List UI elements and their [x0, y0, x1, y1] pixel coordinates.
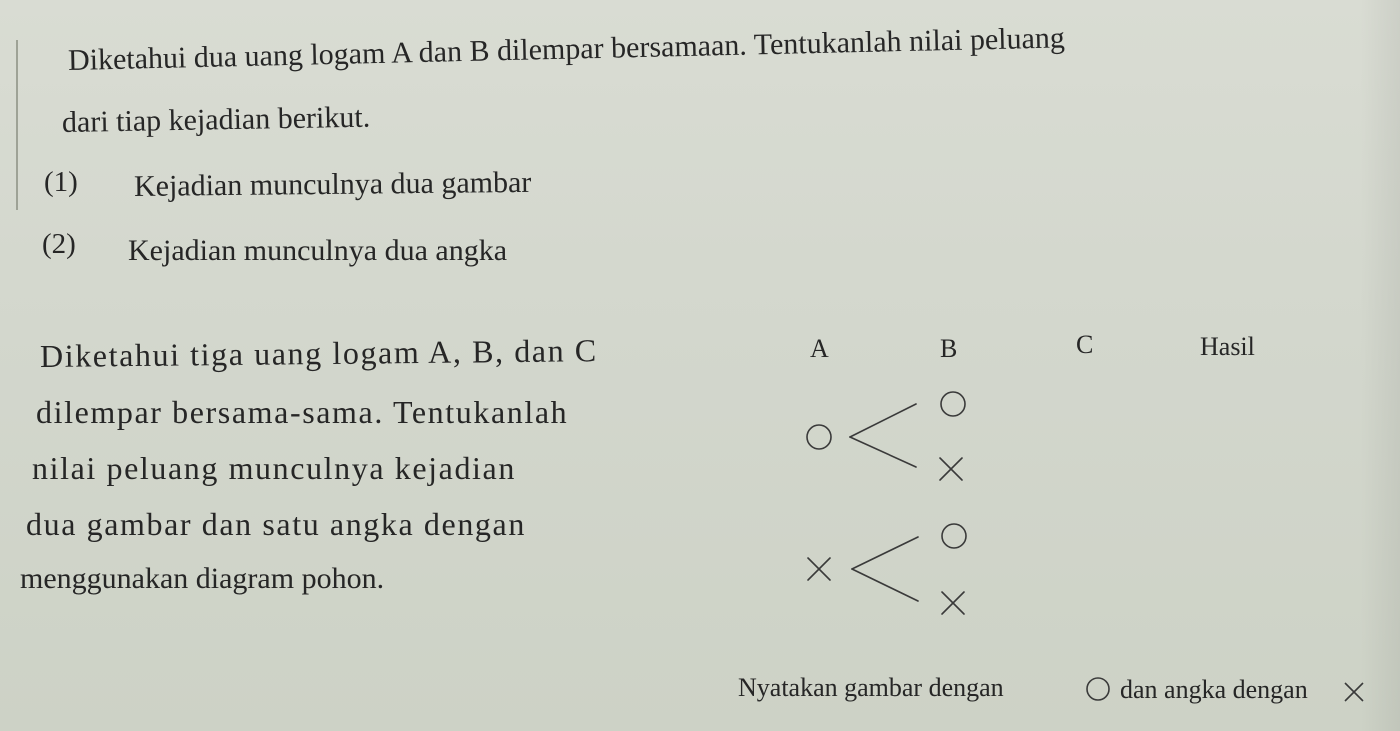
branch-a2-b1: [852, 537, 918, 569]
node-b2-cross-icon: [942, 592, 964, 614]
note-text-middle: dan angka dengan: [1120, 675, 1308, 704]
problem2-line5: menggunakan diagram pohon.: [20, 562, 385, 595]
problem1-item1-number: (1): [44, 166, 78, 198]
node-b1-circle-icon: [941, 392, 965, 416]
problem2-line2: dilempar bersama-sama. Tentukanlah: [36, 394, 569, 430]
branch-a2-b2: [852, 569, 918, 601]
problem1-line1: Diketahui dua uang logam A dan B dilempar bersamaan. Tentukanlah nilai peluang: [67, 21, 1066, 77]
tree-header-result: Hasil: [1200, 332, 1255, 361]
problem2-line1: Diketahui tiga uang logam A, B, dan C: [39, 332, 598, 374]
node-b1-cross-icon: [940, 458, 962, 480]
node-b2-circle-icon: [942, 524, 966, 548]
note-cross-icon: [1342, 680, 1366, 704]
problem1-item2-text: Kejadian munculnya dua angka: [128, 234, 508, 267]
node-a-circle-icon: [807, 425, 831, 449]
problem1-line2: dari tiap kejadian berikut.: [61, 100, 371, 139]
tree-header-b: B: [940, 334, 958, 363]
branch-a1-b1: [850, 404, 916, 437]
tree-header-c: C: [1076, 330, 1094, 359]
tree-header-a: A: [810, 334, 829, 363]
note-circle-icon: [1083, 674, 1113, 704]
problem2-line3: nilai peluang munculnya kejadian: [32, 450, 516, 486]
problem1-item1-text: Kejadian munculnya dua gambar: [133, 165, 532, 203]
problem2-line4: dua gambar dan satu angka dengan: [26, 506, 526, 542]
problem1-item2-number: (2): [42, 228, 76, 260]
note-text-before: Nyatakan gambar dengan: [738, 673, 1004, 702]
branch-a1-b2: [850, 437, 916, 467]
node-a-cross-icon: [808, 558, 830, 580]
